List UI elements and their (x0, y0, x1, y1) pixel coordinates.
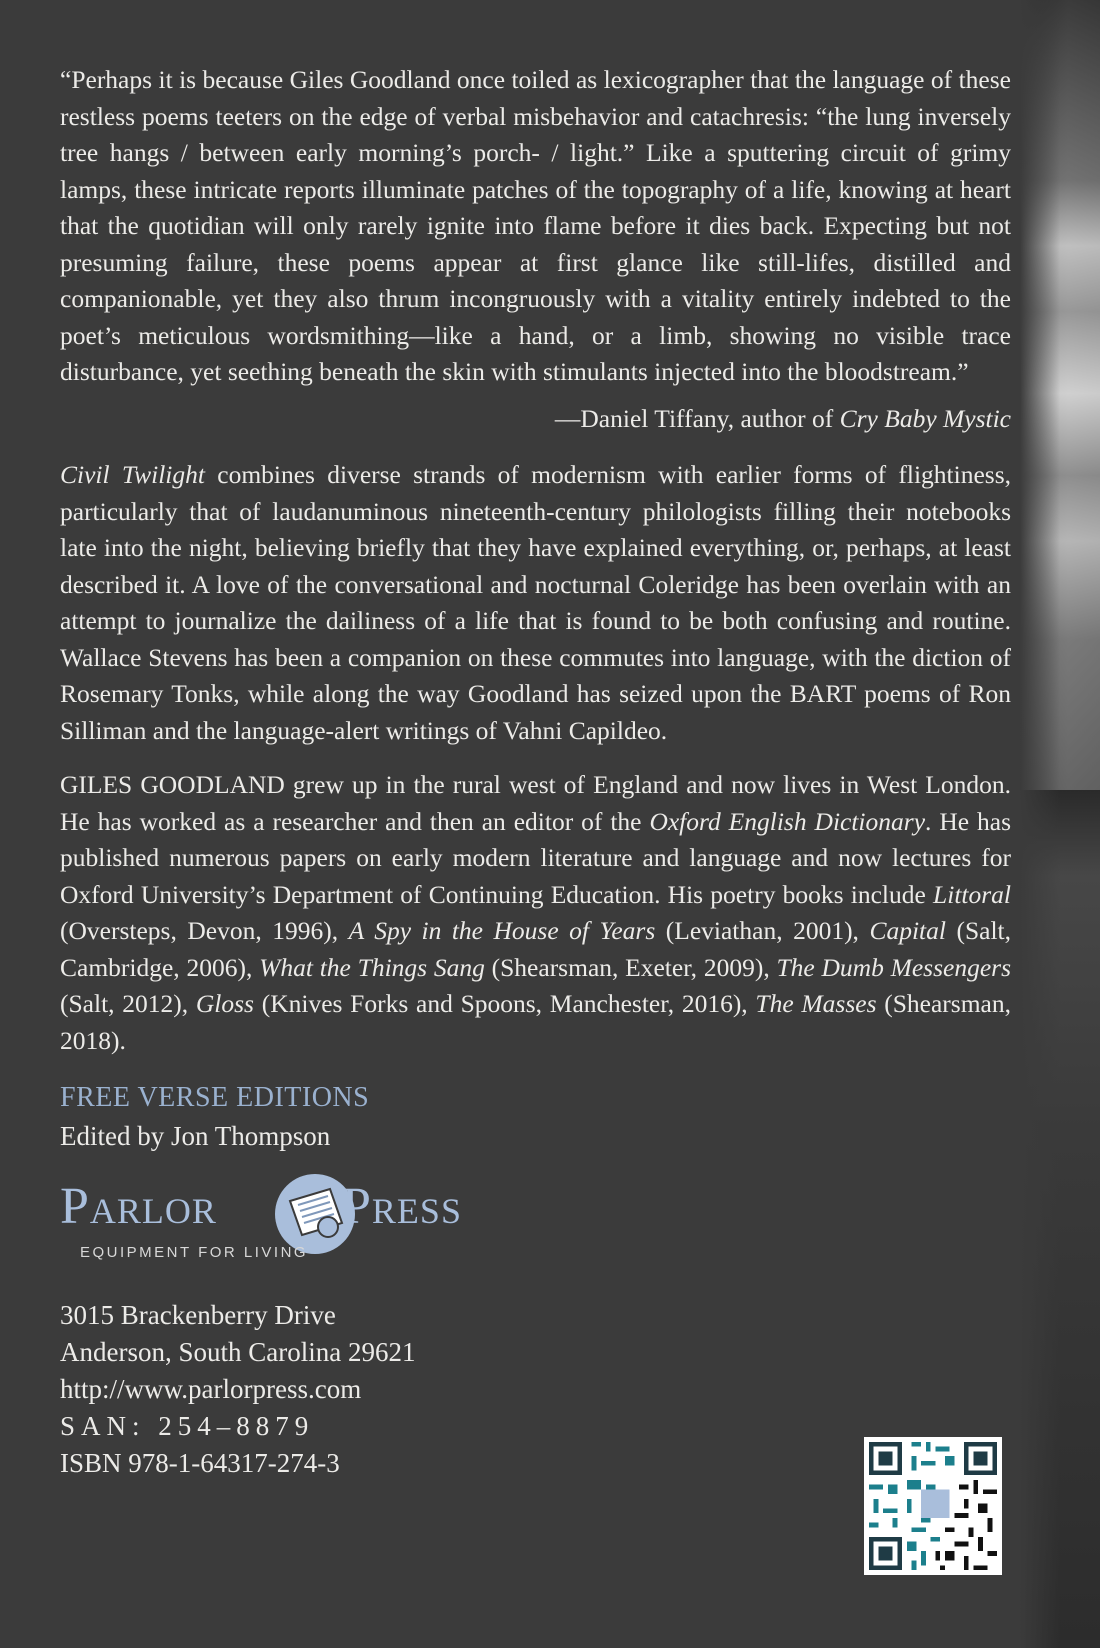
logo-word-parlor: Parlor (60, 1178, 217, 1235)
blurb-quote: “Perhaps it is because Giles Goodland once toiled as lexicographer that the language of these restless poems teeters on the edge of verbal misbehavior and catachresis: “the lung inversely tree hangs / between early morning’s porch- / light.” Like a sputtering circuit of grimy lamps, these intricate reports illuminate patches of the topography of a life, knowing at heart that the quotidian will only rarely ignite into flame before it dies back. Expecting but not presuming failure, these poems appear at first glance like still-lifes, distilled and companionable, yet they also thrum incongruously with a vitality entirely indebted to the poet’s meticulous wordsmithing—like a hand, or a limb, showing no visible trace disturbance, yet seething beneath the skin with stimulants injected into the bloodstream.” (60, 65, 1011, 386)
author-bio: GILES GOODLAND grew up in the rural west of England and now lives in West London. He has worked as a researcher and then an editor of the Oxford English Dictionary. He has published numerous papers on early modern literature and language and now lectures for Oxford University’s Department of Continuing Education. His poetry books include Littoral (Oversteps, Devon, 1996), A Spy in the House of Years (Leviathan, 2001), Capital (Salt, Cambridge, 2006), What the Things Sang (Shearsman, Exeter, 2009), The Dumb Messengers (Salt, 2012), Gloss (Knives Forks and Spoons, Manchester, 2016), The Masses (Shearsman, 2018). (60, 770, 1011, 1055)
book-title: Civil Twilight (60, 460, 205, 489)
address-city: Anderson, South Carolina 29621 (60, 1337, 416, 1367)
isbn-number: ISBN 978-1-64317-274-3 (60, 1448, 340, 1478)
book-description: Civil Twilight combines diverse strands of modernism with earlier forms of flightiness, particularly that of laudanuminous nineteenth-century philologists filling their notebooks late into the night, believing briefly that they have explained everything, or, perhaps, at least described it. A love of the conversational and nocturnal Coleridge has been overlain with an attempt to journalize the dailiness of a life that is found to be both confusing and routine. Wallace Stevens has been a companion on these commutes into language, with the diction of Rosemary Tonks, while along the way Goodland has seized upon the BART poems of Ron Silliman and the language-alert writings of Vahni Capildeo. (60, 460, 1011, 745)
back-cover-content (60, 62, 1011, 1482)
series-title: FREE VERSE EDITIONS (60, 1082, 370, 1113)
san-number: SAN: 254–8879 (60, 1411, 315, 1441)
logo-word-press: Press (342, 1178, 462, 1235)
publisher-logo (60, 1177, 500, 1287)
blurb-attribution: —Daniel Tiffany, author of Cry Baby Mystic (554, 403, 1011, 433)
logo-tagline: EQUIPMENT FOR LIVING (80, 1244, 309, 1261)
qr-code-icon (864, 1437, 1002, 1575)
series-editor: Edited by Jon Thompson (60, 1121, 331, 1151)
attribution-book-title: Cry Baby Mystic (839, 403, 1011, 433)
address-street: 3015 Brackenberry Drive (60, 1300, 336, 1330)
cover-photo-edge (1020, 0, 1100, 1648)
publisher-url[interactable]: http://www.parlorpress.com (60, 1374, 362, 1404)
